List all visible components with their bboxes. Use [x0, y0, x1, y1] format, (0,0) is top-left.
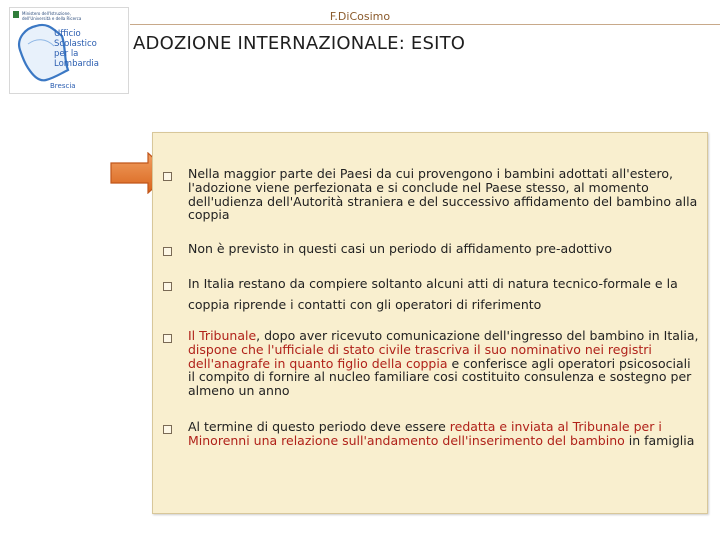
item-text-part: In Italia restano da compiere soltanto alcuni atti di natura tecnico-formale e la coppia riprende i contatti con gli operatori di riferimento	[188, 276, 678, 312]
bullet-square-icon	[163, 247, 172, 256]
bullet-square-icon	[163, 172, 172, 181]
item-text-part: e conferisce agli operatori psicosociali il compito di fornire al nucleo familiare cosi costituito consulenza e sostegno per almeno un anno	[188, 355, 692, 399]
ufficio-scolastico-logo	[9, 7, 129, 94]
item-text-part: Non è previsto in questi casi un periodo di affidamento pre-adottivo	[188, 241, 613, 256]
slide-title: ADOZIONE INTERNAZIONALE: ESITO	[133, 33, 466, 54]
logo-name-1: Ufficio	[54, 29, 81, 39]
logo-ministry-line-1: Ministero dell'Istruzione,	[22, 11, 71, 16]
logo-name-4: Lombardia	[54, 59, 99, 69]
bullet-square-icon	[163, 425, 172, 434]
bullet-square-icon	[163, 334, 172, 343]
logo-city: Brescia	[50, 82, 76, 90]
item-text	[188, 273, 700, 315]
item-text-part: dispone che l'ufficiale di stato civile trascriva il suo nominativo nei registri dell'anagrafe in quanto figlio della coppia	[188, 341, 652, 371]
item-text	[188, 329, 700, 398]
logo-ministry-line-2: dell'Università e della Ricerca	[22, 16, 82, 21]
item-text-part: redatta e inviata al Tribunale per i Minorenni una relazione sull'andamento dell'inserimento del bambino	[188, 419, 662, 448]
content-panel	[152, 132, 708, 514]
bullet-square-icon	[163, 282, 172, 291]
logo-name-3: per la	[54, 49, 79, 59]
item-text	[188, 242, 700, 256]
lombardia-map-icon	[10, 8, 128, 93]
logo-name-2: Scolastico	[54, 39, 97, 49]
item-text-part: Il Tribunale	[188, 328, 257, 343]
item-text-part: in famiglia	[624, 432, 695, 448]
header-divider	[130, 24, 720, 25]
item-text-part: , al momento dell'udienza dell'Autorità straniera e del successivo affidamento del bambino alla coppia	[188, 179, 698, 223]
item-text-part: , dopo aver ricevuto comunicazione dell'ingresso del bambino in Italia,	[256, 328, 699, 343]
author-label: F.DiCosimo	[329, 10, 391, 23]
item-text-part: Nella maggior parte dei Paesi da cui provengono i bambini adottati all'estero, l'adozione viene perfezionata e si conclude nel Paese stesso	[188, 166, 673, 195]
item-text	[188, 420, 700, 448]
item-text-part: Al termine di questo periodo deve essere	[188, 419, 450, 434]
item-text	[188, 167, 700, 222]
